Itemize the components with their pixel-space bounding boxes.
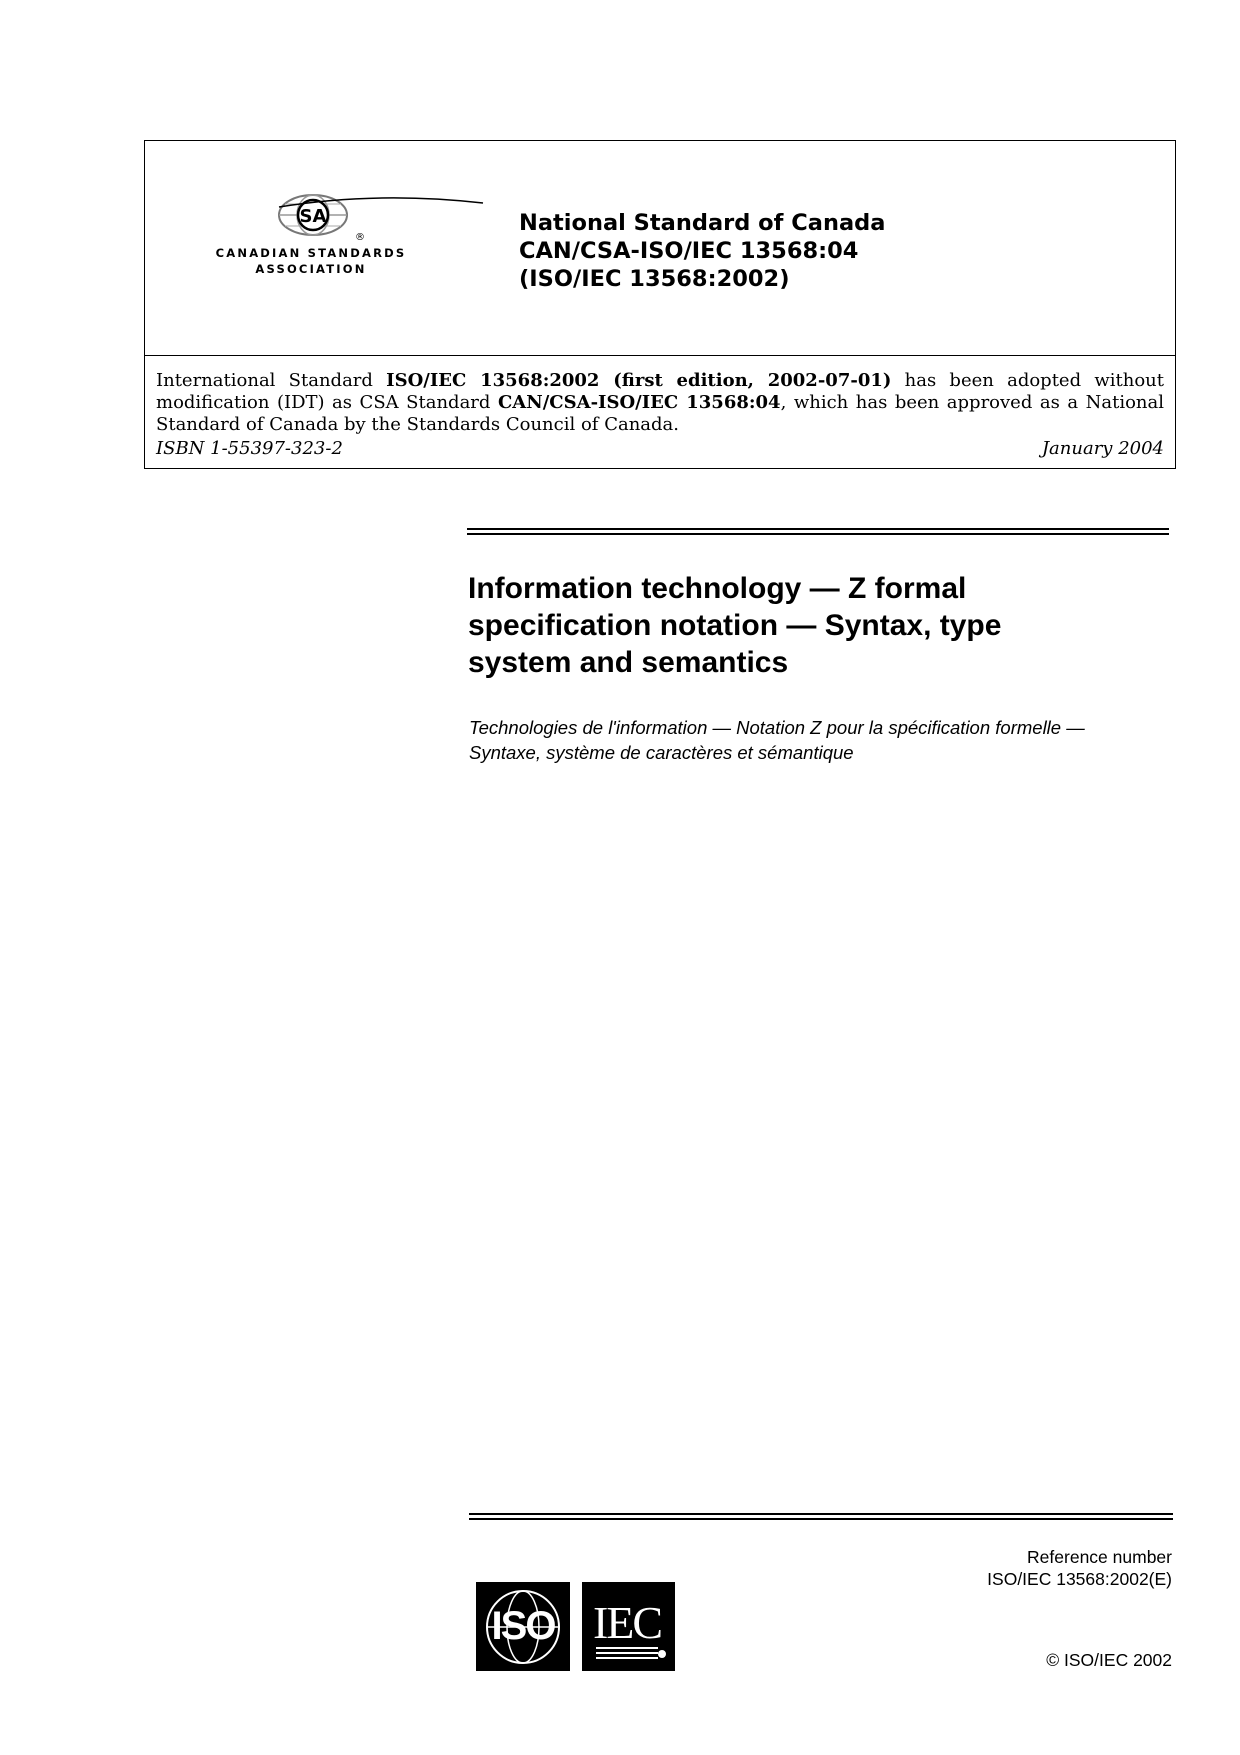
french-title: [469, 715, 1189, 765]
copyright: © ISO/IEC 2002: [1046, 1650, 1172, 1670]
french-title-line-1: Technologies de l'information — Notation Z pour la spécification formelle —: [469, 717, 1085, 738]
title-line-3: system and semantics: [468, 646, 789, 679]
iec-logo-text: IEC: [592, 1597, 662, 1648]
reference-block: [987, 1546, 1172, 1590]
registered-mark: ®: [355, 232, 365, 243]
csa-org-line2: ASSOCIATION: [255, 262, 367, 276]
csa-org-name: [207, 245, 415, 277]
iso-logo-text: ISO: [491, 1604, 555, 1648]
reference-label: Reference number: [1027, 1547, 1172, 1567]
document-title: [468, 570, 1168, 681]
csa-standard-number: CAN/CSA-ISO/IEC 13568:04: [519, 238, 859, 264]
national-standard-title: National Standard of Canada: [519, 210, 886, 236]
double-rule-bottom: [469, 1513, 1173, 1520]
iec-lines-icon: [582, 1582, 675, 1671]
iec-logo: [582, 1582, 675, 1671]
box-divider: [145, 355, 1175, 356]
adoption-text-1: International Standard: [156, 370, 387, 391]
iso-logo: [476, 1582, 570, 1671]
adoption-text-3: , which has been approved as a National Standard of Canada by the Standards Council of Canada.: [156, 392, 1165, 435]
isbn: ISBN 1-55397-323-2: [156, 438, 343, 459]
title-line-2: specification notation — Syntax, type: [468, 609, 1002, 642]
iso-standard-number: (ISO/IEC 13568:2002): [519, 266, 790, 292]
csa-org-line1: CANADIAN STANDARDS: [215, 246, 407, 260]
adoption-csa-reference: CAN/CSA-ISO/IEC 13568:04: [497, 392, 781, 413]
publication-date: January 2004: [1041, 438, 1164, 459]
title-line-1: Information technology — Z formal: [468, 572, 967, 605]
adoption-statement: [156, 370, 1164, 436]
reference-number: ISO/IEC 13568:2002(E): [987, 1569, 1172, 1589]
french-title-line-2: Syntaxe, système de caractères et sémantique: [469, 742, 854, 763]
csa-logo: [207, 193, 415, 303]
national-standard-heading: [519, 209, 885, 293]
isbn-date-row: [156, 438, 1164, 459]
csa-header-box: [144, 140, 1176, 469]
adoption-iso-reference: ISO/IEC 13568:2002 (first edition, 2002-07-01): [386, 370, 892, 391]
csa-swoosh-graphic: [277, 193, 485, 209]
csa-logo-mark: SA: [299, 206, 327, 227]
double-rule-top: [467, 528, 1169, 535]
adoption-text-2: has been adopted without modification (IDT) as CSA Standard: [156, 370, 1164, 413]
